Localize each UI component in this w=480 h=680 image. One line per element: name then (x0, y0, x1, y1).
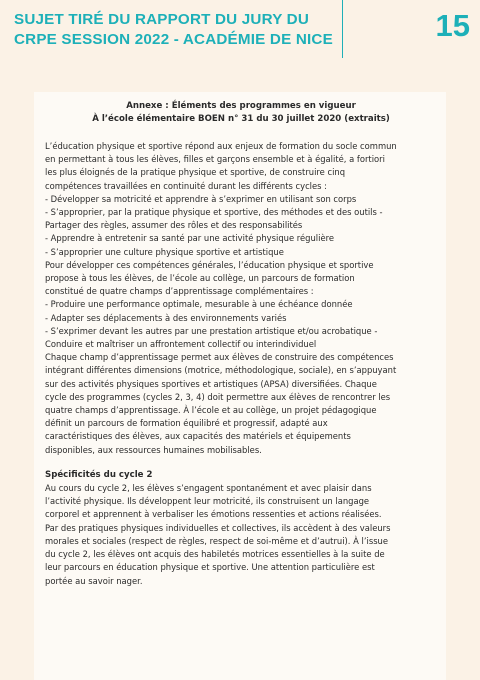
text-line: l’activité physique. Ils développent leur motricité, ils construisent un langage (45, 496, 370, 507)
text-line: - S’approprier, par la pratique physique et sportive, des méthodes et des outils - (45, 207, 383, 218)
text-line: du cycle 2, les élèves ont acquis des habiletés motrices essentielles à la suite de (45, 549, 385, 560)
text-line: intégrant différentes dimensions (motrice, méthodologique, sociale), en s’appuyant (45, 365, 397, 376)
text-line: constitué de quatre champs d’apprentissage complémentaires : (45, 286, 314, 297)
text-line: cycle des programmes (cycles 2, 3, 4) doit permettre aux élèves de rencontrer les (45, 391, 391, 402)
document-page (34, 92, 446, 680)
text-line: définit un parcours de formation équilibré et progressif, adapté aux (45, 418, 328, 429)
section-title-cycle2: Spécificités du cycle 2 (45, 469, 153, 480)
text-line: en permettant à tous les élèves, filles et garçons ensemble et à égalité, a fortiori (45, 154, 385, 165)
header-title: SUJET TIRÉ DU RAPPORT DU JURY DU CRPE SESSION 2022 - ACADÉMIE DE NICE (14, 11, 333, 48)
text-line: quatre champs d’apprentissage. À l’école et au collège, un projet pédagogique (45, 405, 377, 416)
annex-heading (45, 100, 437, 126)
text-line: Au cours du cycle 2, les élèves s’engagent spontanément et avec plaisir dans (45, 483, 372, 494)
text-line: - S’approprier une culture physique sportive et artistique (45, 246, 284, 257)
text-line: Pour développer ces compétences générales, l’éducation physique et sportive (45, 259, 374, 270)
annex-title: Annexe : Éléments des programmes en vigueur (126, 101, 356, 111)
text-line: propose à tous les élèves, de l’école au collège, un parcours de formation (45, 273, 355, 284)
text-line: Conduire et maîtriser un affrontement collectif ou interindividuel (45, 339, 317, 350)
body-text (45, 140, 437, 457)
text-line: corporel et apprennent à verbaliser les émotions ressenties et actions réalisées. (45, 509, 382, 520)
text-line: sur des activités physiques sportives et artistiques (APSA) diversifiées. Chaque (45, 378, 377, 389)
text-line: leur parcours en éducation physique et sportive. Une attention particulière est (45, 562, 375, 573)
cycle2-text (45, 482, 437, 588)
text-line: L’éducation physique et sportive répond aux enjeux de formation du socle commun (45, 141, 397, 151)
page-header (0, 0, 480, 80)
text-line: Chaque champ d’apprentissage permet aux élèves de construire des compétences (45, 352, 394, 363)
annex-subtitle: À l’école élémentaire BOEN n° 31 du 30 juillet 2020 (extraits) (92, 114, 390, 124)
text-line: - Apprendre à entretenir sa santé par une activité physique régulière (45, 233, 335, 244)
text-line: Partager des règles, assumer des rôles et des responsabilités (45, 220, 303, 231)
text-line: compétences travaillées en continuité durant les différents cycles : (45, 180, 327, 191)
text-line: morales et sociales (respect de règles, respect de soi-même et d’autrui). À l’issue (45, 535, 389, 546)
text-line: caractéristiques des élèves, aux capacités des matériels et équipements (45, 431, 351, 442)
document-content (45, 100, 437, 588)
text-line: - Adapter ses déplacements à des environnements variés (45, 312, 287, 323)
text-line: disponibles, aux ressources humaines mobilisables. (45, 444, 262, 455)
text-line: portée au savoir nager. (45, 575, 143, 586)
text-line: - Développer sa motricité et apprendre à s’exprimer en utilisant son corps (45, 193, 357, 204)
text-line: - S’exprimer devant les autres par une prestation artistique et/ou acrobatique - (45, 325, 378, 336)
header-divider (342, 0, 343, 58)
text-line: - Produire une performance optimale, mesurable à une échéance donnée (45, 299, 353, 310)
page-number: 15 (435, 8, 470, 43)
text-line: les plus éloignés de la pratique physique et sportive, de construire cinq (45, 167, 346, 178)
text-line: Par des pratiques physiques individuelles et collectives, ils accèdent à des valeurs (45, 522, 391, 533)
